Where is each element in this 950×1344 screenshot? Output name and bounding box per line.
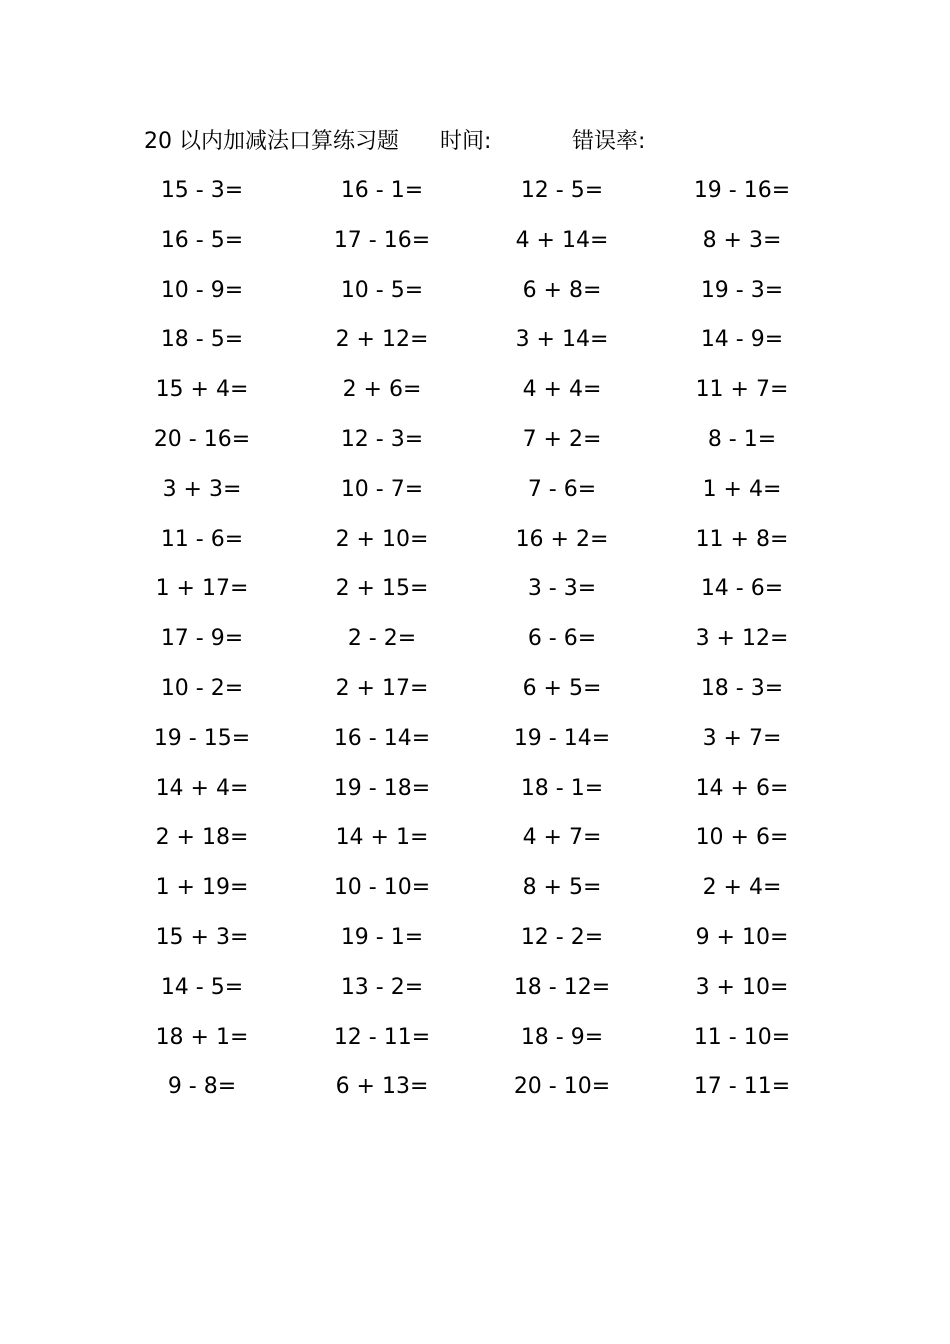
arithmetic-problem: 18 - 1= [520, 775, 604, 801]
arithmetic-problem: 8 - 1= [707, 426, 777, 452]
problem-row [144, 1018, 824, 1068]
arithmetic-problem: 7 + 2= [522, 426, 602, 452]
arithmetic-problem: 18 - 9= [520, 1024, 604, 1050]
problem-row [144, 370, 824, 420]
problem-row [144, 420, 824, 470]
arithmetic-problem: 18 - 5= [160, 327, 244, 353]
arithmetic-problem: 3 - 3= [527, 576, 597, 602]
problem-row [144, 520, 824, 570]
problem-row [144, 719, 824, 769]
problem-row [144, 868, 824, 918]
arithmetic-problem: 15 + 3= [155, 924, 249, 950]
arithmetic-problem: 12 - 2= [520, 924, 604, 950]
arithmetic-problem: 7 - 6= [527, 476, 597, 502]
arithmetic-problem: 11 - 6= [160, 526, 244, 552]
arithmetic-problem: 1 + 4= [702, 476, 782, 502]
arithmetic-problem: 14 + 6= [695, 775, 789, 801]
arithmetic-problem: 20 - 10= [513, 1074, 611, 1100]
arithmetic-problem: 2 + 4= [702, 875, 782, 901]
arithmetic-problem: 3 + 3= [162, 476, 242, 502]
arithmetic-problem: 11 + 8= [695, 526, 789, 552]
problem-row [144, 818, 824, 868]
arithmetic-problem: 10 - 7= [340, 476, 424, 502]
arithmetic-problem: 10 + 6= [695, 825, 789, 851]
arithmetic-problem: 16 - 5= [160, 227, 244, 253]
problem-row [144, 918, 824, 968]
worksheet-title: 20 以内加减法口算练习题 [144, 129, 399, 154]
problem-row [144, 271, 824, 321]
arithmetic-problem: 4 + 4= [522, 377, 602, 403]
arithmetic-problem: 14 + 4= [155, 775, 249, 801]
arithmetic-problem: 19 - 18= [333, 775, 431, 801]
problem-row [144, 470, 824, 520]
arithmetic-problem: 4 + 14= [515, 227, 609, 253]
problem-row [144, 669, 824, 719]
arithmetic-problem: 10 - 9= [160, 277, 244, 303]
arithmetic-problem: 14 - 6= [700, 576, 784, 602]
arithmetic-problem: 2 + 6= [342, 377, 422, 403]
arithmetic-problem: 1 + 19= [155, 875, 249, 901]
time-label: 时间: [440, 129, 492, 154]
arithmetic-problem: 4 + 7= [522, 825, 602, 851]
problem-row [144, 569, 824, 619]
arithmetic-problem: 15 + 4= [155, 377, 249, 403]
arithmetic-problem: 18 - 12= [513, 974, 611, 1000]
arithmetic-problem: 3 + 7= [702, 725, 782, 751]
arithmetic-problem: 2 - 2= [347, 626, 417, 652]
arithmetic-problem: 6 - 6= [527, 626, 597, 652]
arithmetic-problem: 6 + 13= [335, 1074, 429, 1100]
worksheet-header [144, 126, 824, 158]
arithmetic-problem: 3 + 14= [515, 327, 609, 353]
problem-row [144, 968, 824, 1018]
arithmetic-problem: 6 + 5= [522, 675, 602, 701]
arithmetic-problem: 1 + 17= [155, 576, 249, 602]
arithmetic-problem: 2 + 17= [335, 675, 429, 701]
arithmetic-problem: 19 - 3= [700, 277, 784, 303]
arithmetic-problem: 17 - 16= [333, 227, 431, 253]
arithmetic-problem: 12 - 5= [520, 178, 604, 203]
arithmetic-problem: 12 - 11= [333, 1024, 431, 1050]
arithmetic-problem: 2 + 15= [335, 576, 429, 602]
arithmetic-problem: 8 + 5= [522, 875, 602, 901]
arithmetic-problem: 18 - 3= [700, 675, 784, 701]
problem-row [144, 769, 824, 819]
arithmetic-problem: 11 - 10= [693, 1024, 791, 1050]
error-rate-label: 错误率: [572, 129, 646, 154]
arithmetic-problem: 13 - 2= [340, 974, 424, 1000]
problem-row [144, 171, 824, 221]
arithmetic-problem: 9 + 10= [695, 924, 789, 950]
arithmetic-problem: 16 - 1= [340, 178, 424, 203]
problem-row [144, 1067, 824, 1117]
arithmetic-problem: 14 + 1= [335, 825, 429, 851]
problem-row [144, 320, 824, 370]
arithmetic-problem: 2 + 12= [335, 327, 429, 353]
arithmetic-problem: 6 + 8= [522, 277, 602, 303]
arithmetic-problem: 10 - 10= [333, 875, 431, 901]
arithmetic-problem: 10 - 2= [160, 675, 244, 701]
arithmetic-problem: 9 - 8= [167, 1074, 237, 1100]
arithmetic-problem: 15 - 3= [160, 178, 244, 203]
arithmetic-problem: 2 + 18= [155, 825, 249, 851]
arithmetic-problem: 19 - 16= [693, 178, 791, 203]
arithmetic-problem: 19 - 1= [340, 924, 424, 950]
arithmetic-problem: 10 - 5= [340, 277, 424, 303]
arithmetic-problem: 18 + 1= [155, 1024, 249, 1050]
problem-row [144, 619, 824, 669]
arithmetic-problem: 12 - 3= [340, 426, 424, 452]
arithmetic-problem: 11 + 7= [695, 377, 789, 403]
arithmetic-problem: 3 + 10= [695, 974, 789, 1000]
arithmetic-problem: 2 + 10= [335, 526, 429, 552]
arithmetic-problem: 14 - 5= [160, 974, 244, 1000]
arithmetic-problem: 8 + 3= [702, 227, 782, 253]
arithmetic-problem: 19 - 14= [513, 725, 611, 751]
arithmetic-problem: 20 - 16= [153, 426, 251, 452]
arithmetic-problem: 14 - 9= [700, 327, 784, 353]
arithmetic-problem: 17 - 9= [160, 626, 244, 652]
arithmetic-problem: 16 - 14= [333, 725, 431, 751]
problem-row [144, 221, 824, 271]
arithmetic-problem: 19 - 15= [153, 725, 251, 751]
arithmetic-problem: 3 + 12= [695, 626, 789, 652]
arithmetic-problem: 17 - 11= [693, 1074, 791, 1100]
problem-grid [144, 171, 824, 1117]
arithmetic-problem: 16 + 2= [515, 526, 609, 552]
